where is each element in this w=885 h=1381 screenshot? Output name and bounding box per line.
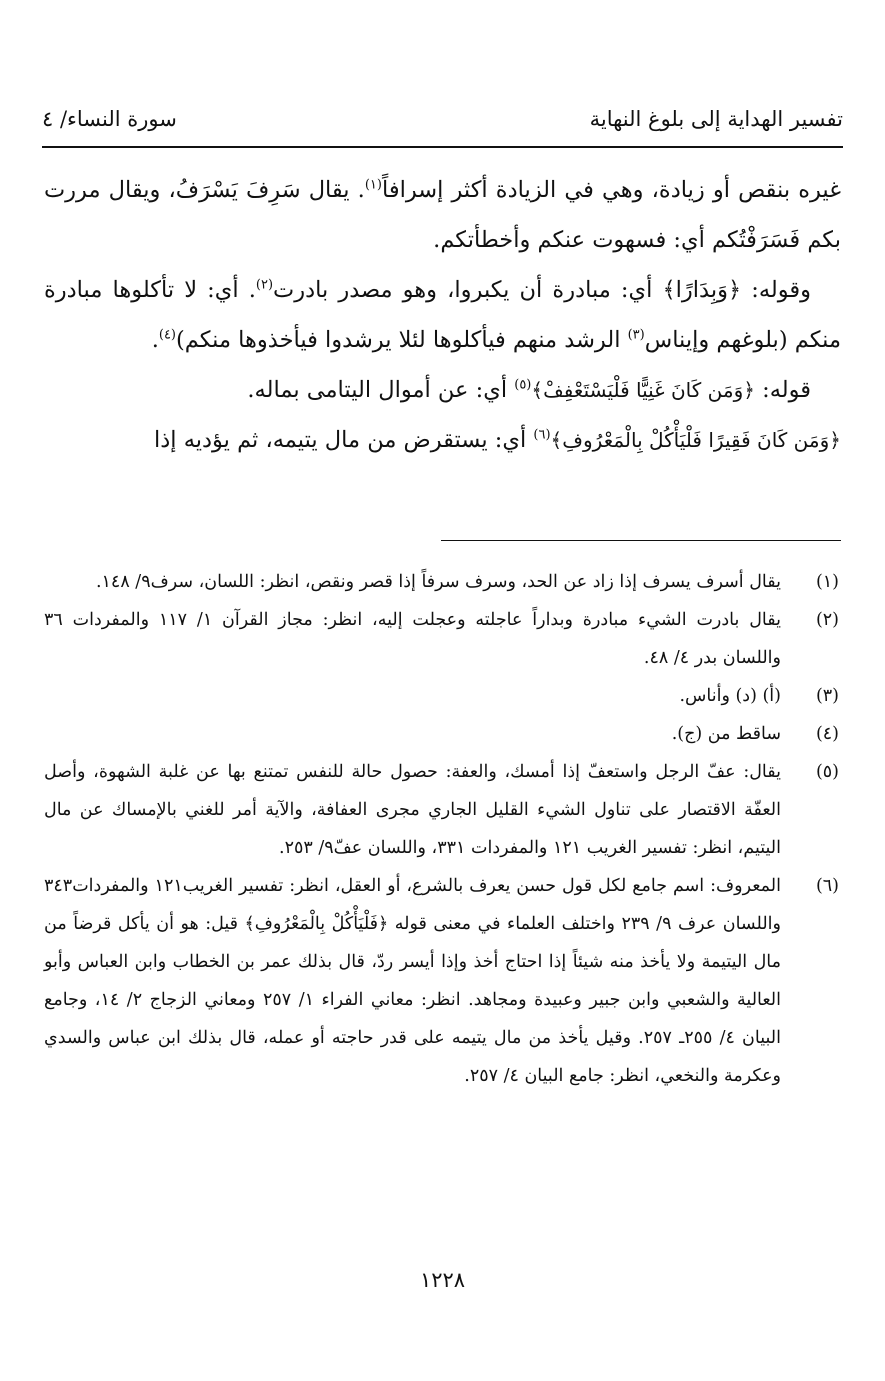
running-header [42, 98, 843, 140]
paragraph-1: غيره بنقص أو زيادة، وهي في الزيادة أكثر إسرافاً$^{(١)}$. يقال سَرِفَ يَسْرَفُ، ويقال مررت بكم فَسَرَفْتُكم أي: فسهوت عنكم وأخطأتكم. [44, 177, 841, 253]
footnote-number: (٤) [815, 724, 839, 744]
footnote-number: (١) [815, 572, 839, 592]
page-number: ١٢٢٨ [419, 1268, 466, 1292]
footnote-ref-1: (١) [364, 177, 382, 193]
footnote-number: (٣) [815, 686, 839, 706]
footnote-item [44, 715, 841, 753]
paragraph-4: ﴿وَمَن كَانَ فَقِيرًا فَلْيَأْكُلْ بِالْمَعْرُوفِ﴾$^{(٦)}$ أي: يستقرض من مال يتيمه، ثم يؤديه إذا [154, 427, 841, 453]
footnote-text: ساقط من (ج). [671, 724, 781, 744]
footnote-number: (٥) [815, 762, 839, 782]
footnote-text: يقال بادرت الشيء مبادرة وبداراً عاجلته وعجلت إليه، انظر: مجاز القرآن ١/ ١١٧ والمفردات ٣٦ واللسان بدر ٤/ ٤٨. [44, 610, 781, 668]
quran-verse: ﴿وَمَن كَانَ غَنِيًّا فَلْيَسْتَعْفِفْ﴾ [531, 378, 755, 402]
footnote-ref-3: (٣) [627, 327, 645, 343]
header-divider [42, 146, 843, 148]
footnote-ref-5: (٥) [514, 377, 532, 393]
paragraph-3: قوله: ﴿وَمَن كَانَ غَنِيًّا فَلْيَسْتَعْفِفْ﴾$^{(٥)}$ أي: عن أموال اليتامى بماله. [247, 377, 811, 403]
footnote-ref-2: (٢) [255, 277, 274, 293]
footnote-item [44, 677, 841, 715]
quran-verse: ﴿وَمَن كَانَ فَقِيرًا فَلْيَأْكُلْ بِالْمَعْرُوفِ﴾ [550, 428, 841, 452]
footnote-item [44, 753, 841, 867]
footnote-item [44, 867, 841, 1095]
footnote-divider [441, 540, 841, 541]
paragraph-2: وقوله: ﴿وَبِدَارًا﴾ أي: مبادرة أن يكبروا، وهو مصدر بادرت$^{(٢)}$. أي: لا تأكلوها مبادرة منكم (بلوغهم وإيناس$^{(٣)}$ الرشد منهم فيأكلوها لئلا يرشدوا فيأخذوها منكم)$^{(٤)}$. [44, 277, 841, 353]
main-text [44, 165, 841, 465]
footnote-item [44, 563, 841, 601]
footnote-text: يقال أسرف يسرف إذا زاد عن الحد، وسرف سرفاً إذا قصر ونقص، انظر: اللسان، سرف٩/ ١٤٨. [95, 572, 781, 592]
footnote-number: (٢) [815, 610, 839, 630]
footnote-ref-4: (٤) [158, 327, 176, 343]
footnote-item [44, 601, 841, 677]
footnote-number: (٦) [815, 876, 839, 896]
footnote-text: المعروف: اسم جامع لكل قول حسن يعرف بالشرع، أو العقل، انظر: تفسير الغريب١٢١ والمفردات٣٤٣ واللسان عرف ٩/ ٢٣٩ واختلف العلماء في معنى قوله ﴿فَلْيَأْكُلْ بِالْمَعْرُوفِ﴾ قيل: هو أن يأكل قرضاً من مال اليتيمة ولا يأخذ منه شيئاً إذا احتاج أخذ وإذا أيسر ردّ، قال بذلك عمر بن الخطاب وابن العباس وأبو العالية والشعبي وابن جبير وعبيدة ومجاهد. انظر: معاني الفراء ١/ ٢٥٧ ومعاني الزجاج ٢/ ١٤، وجامع البيان ٤/ ٢٥٥ـ ٢٥٧. وقيل يأخذ من مال يتيمه على قدر حاجته أو عمله، قال بذلك ابن عباس والسدي وعكرمة والنخعي، انظر: جامع البيان ٤/ ٢٥٧. [44, 876, 782, 1086]
footnote-text: يقال: عفّ الرجل واستعفّ إذا أمسك، والعفة: حصول حالة للنفس تمتنع بها عن غلبة الشهوة، وأصل العفّة الاقتصار على تناول الشيء القليل الجاري مجرى العفافة، والآية أمر للغني بالإمساك عن مال اليتيم، انظر: تفسير الغريب ١٢١ والمفردات ٣٣١، واللسان عفّ٩/ ٢٥٣. [44, 762, 781, 858]
book-title: تفسير الهداية إلى بلوغ النهاية [589, 107, 843, 131]
footnote-text: (أ) (د) وأناس. [679, 686, 781, 706]
footnote-ref-6: (٦) [533, 427, 551, 443]
surah-page-label: سورة النساء/ ٤ [42, 107, 177, 131]
footnotes [44, 563, 841, 1095]
